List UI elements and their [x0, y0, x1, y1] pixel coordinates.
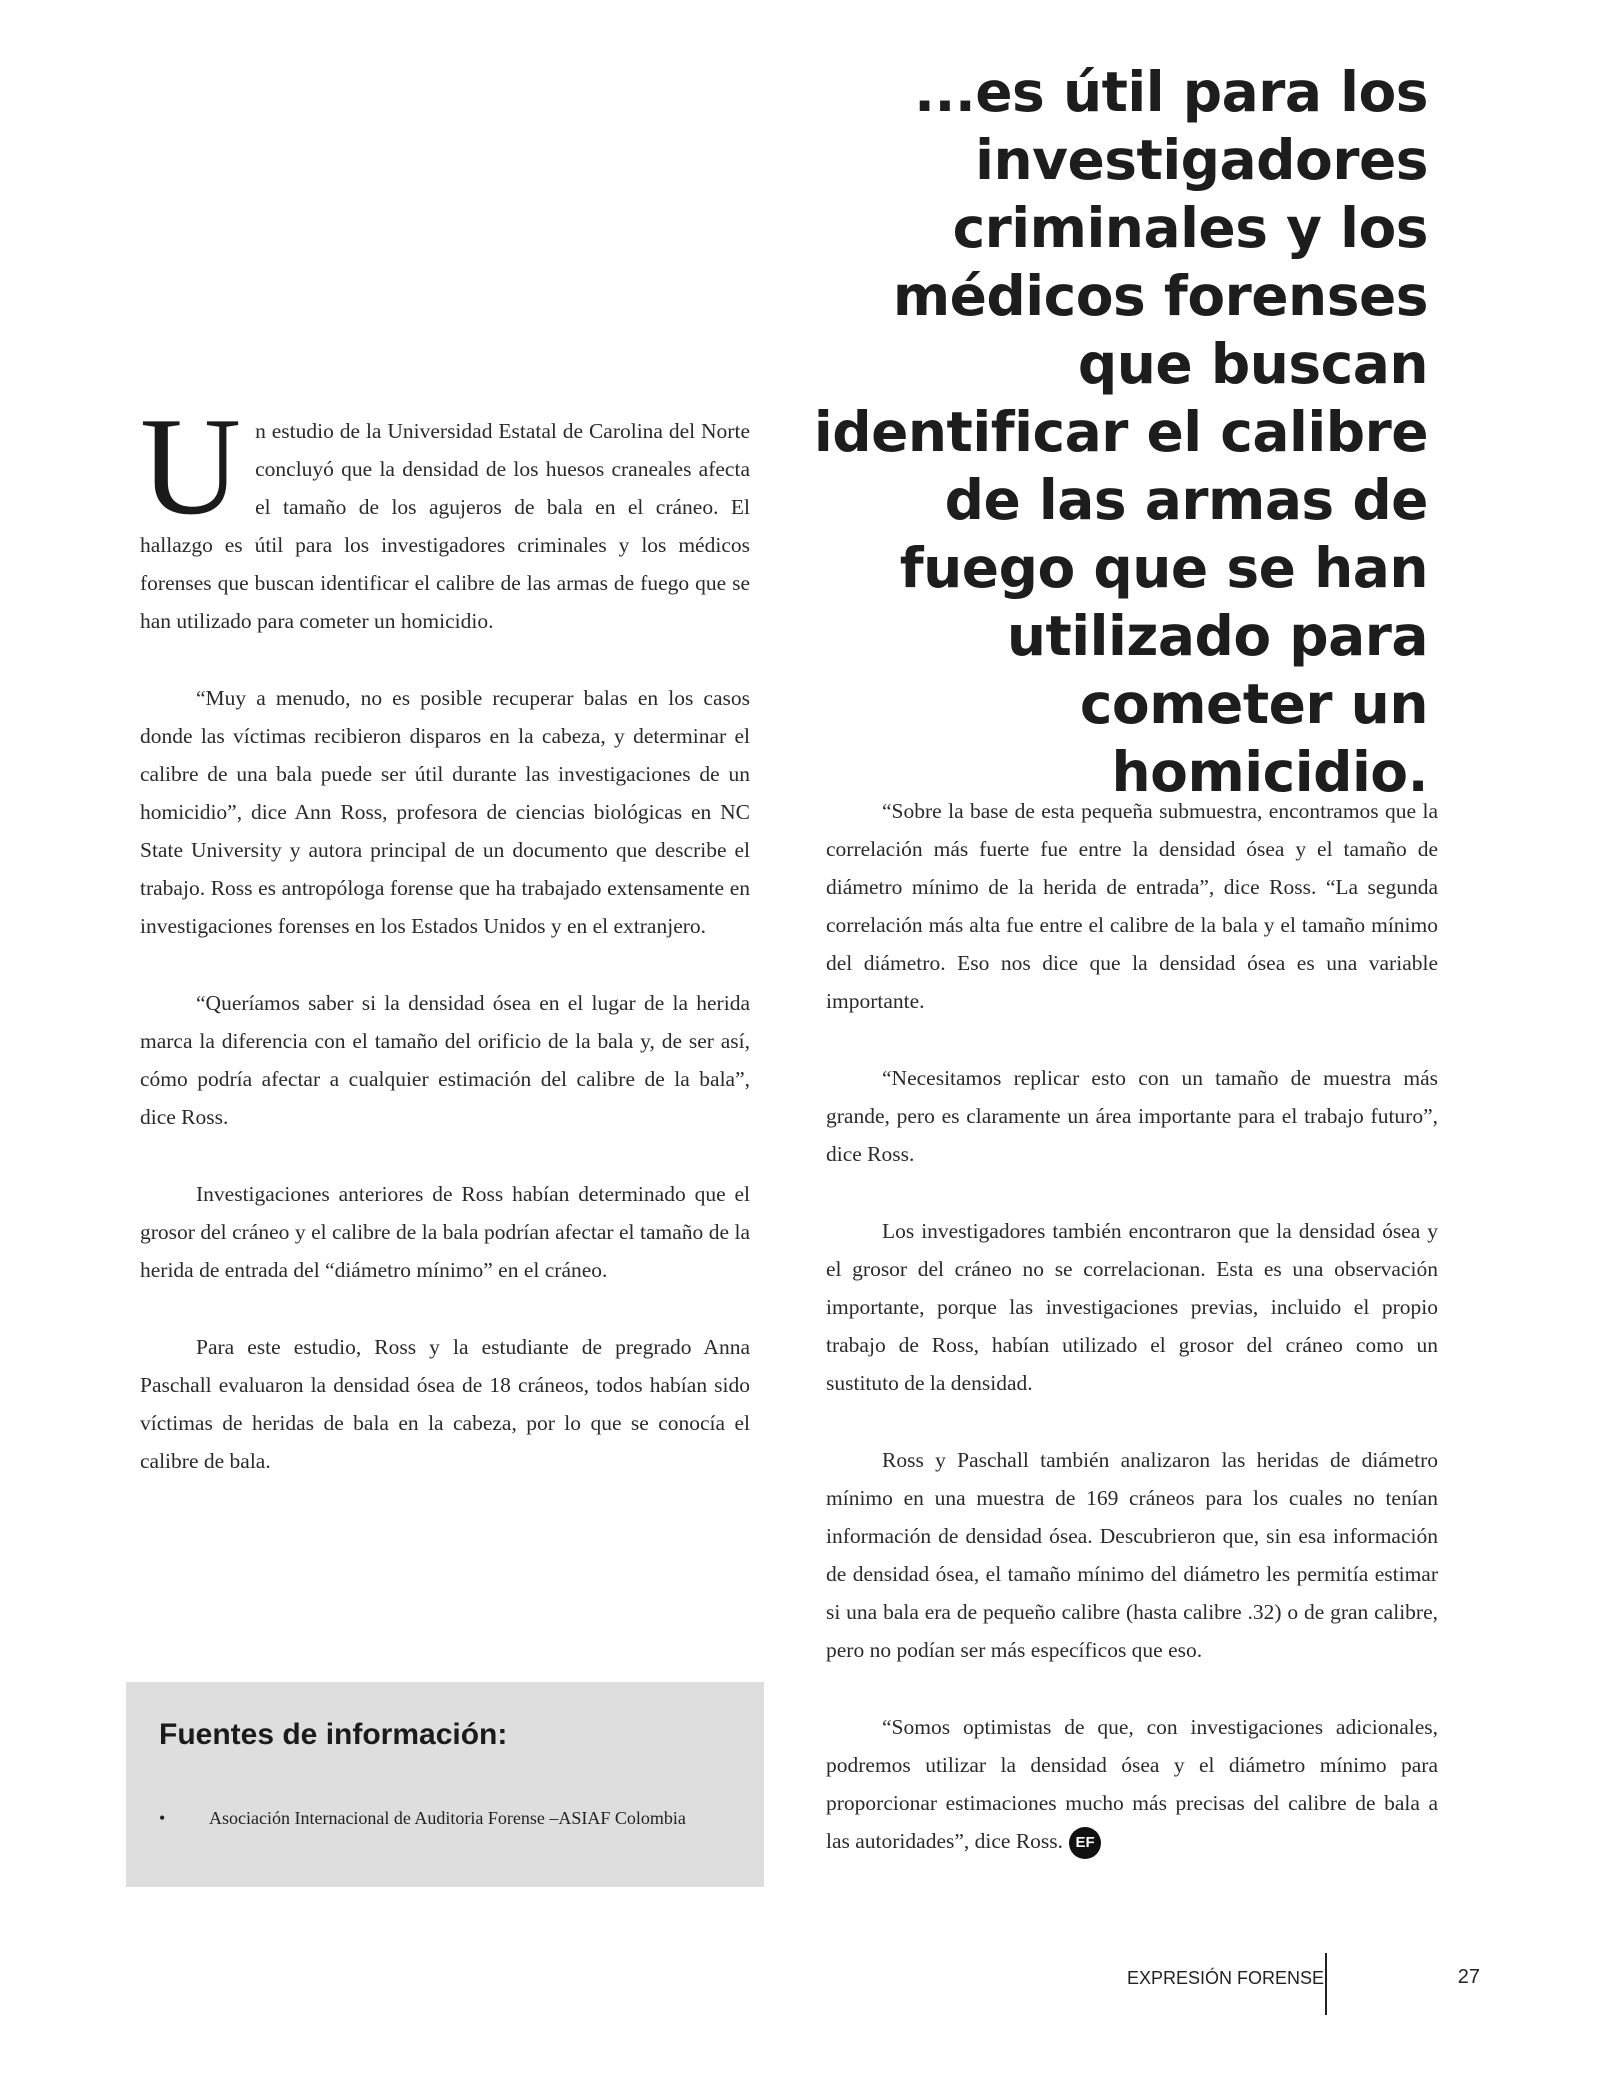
list-item	[159, 1806, 719, 1830]
lead-text: n estudio de la Universidad Estatal de Carolina del Norte concluyó que la densidad de los huesos craneales afecta el tamaño de los agujeros de bala en el cráneo. El hallazgo es útil para los investigadores criminales y los médicos forenses que buscan identificar el calibre de las armas de fuego que se han utilizado para cometer un homicidio.	[140, 419, 750, 633]
sources-box	[126, 1682, 764, 1887]
body-paragraph: Investigaciones anteriores de Ross habían determinado que el grosor del cráneo y el calibre de la bala podrían afectar el tamaño de la herida de entrada del “diámetro mínimo” en el cráneo.	[140, 1182, 750, 1282]
footer-divider	[1325, 1953, 1327, 2015]
body-paragraph: “Necesitamos replicar esto con un tamaño de muestra más grande, pero es claramente un área importante para el trabajo futuro”, dice Ross.	[826, 1066, 1438, 1166]
body-paragraph: “Muy a menudo, no es posible recuperar balas en los casos donde las víctimas recibieron disparos en la cabeza, y determinar el calibre de una bala puede ser útil durante las investigaciones de un homicidio”, dice Ann Ross, profesora de ciencias biológicas en NC State University y autora principal de un documento que describe el trabajo. Ross es antropóloga forense que ha trabajado extensamente en investigaciones forenses en los Estados Unidos y en el extranjero.	[140, 686, 750, 938]
closing-paragraph	[826, 1708, 1438, 1860]
sources-title: Fuentes de información:	[159, 1718, 508, 1751]
body-paragraph: “Queríamos saber si la densidad ósea en el lugar de la herida marca la diferencia con el tamaño del orificio de la bala y, de ser así, cómo podría afectar a cualquier estimación del calibre de la bala”, dice Ross.	[140, 991, 750, 1129]
lead-paragraph	[140, 389, 750, 640]
body-paragraph: “Sobre la base de esta pequeña submuestra, encontramos que la correlación más fuerte fue entre la densidad ósea y el tamaño de diámetro mínimo de la herida de entrada”, dice Ross. “La segunda correlación más alta fue entre el calibre de la bala y el tamaño mínimo del diámetro. Eso nos dice que la densidad ósea es una variable importante.	[826, 799, 1438, 1013]
body-paragraph: Los investigadores también encontraron que la densidad ósea y el grosor del cráneo no se correlacionan. Esta es una observación importante, porque las investigaciones previas, incluido el propio trabajo de Ross, habían utilizado el grosor del cráneo como un sustituto de la densidad.	[826, 1219, 1438, 1395]
article-right-column	[826, 792, 1438, 1899]
body-paragraph: Ross y Paschall también analizaron las heridas de diámetro mínimo en una muestra de 169 cráneos para los cuales no tenían información de densidad ósea. Descubrieron que, sin esa información de densidad ósea, el tamaño mínimo del diámetro les permitía estimar si una bala era de pequeño calibre (hasta calibre .32) o de gran calibre, pero no podían ser más específicos que eso.	[826, 1448, 1438, 1662]
ef-logo-icon: EF	[1069, 1827, 1101, 1859]
page-number: 27	[1457, 1966, 1480, 1988]
closing-text: “Somos optimistas de que, con investigaciones adicionales, podremos utilizar la densidad ósea y el diámetro mínimo para proporcionar estimaciones mucho más precisas del calibre de bala a las autoridades”, dice Ross.	[826, 1715, 1438, 1853]
body-paragraph: Para este estudio, Ross y la estudiante de pregrado Anna Paschall evaluaron la densidad ósea de 18 cráneos, todos habían sido víctimas de heridas de bala en la cabeza, por lo que se conocía el calibre de bala.	[140, 1335, 750, 1473]
pull-quote: ...es útil para los investigadores criminales y los médicos forenses que buscan identificar el calibre de las armas de fuego que se han utilizado para cometer un homicidio.	[813, 60, 1428, 804]
sources-list	[159, 1806, 719, 1830]
article-left-column	[140, 389, 750, 1519]
magazine-name: EXPRESIÓN FORENSE	[1126, 1968, 1324, 1988]
source-text: Asociación Internacional de Auditoria Forense –ASIAF Colombia	[209, 1808, 686, 1828]
drop-cap: U	[140, 389, 242, 544]
bullet-icon: •	[159, 1808, 166, 1828]
